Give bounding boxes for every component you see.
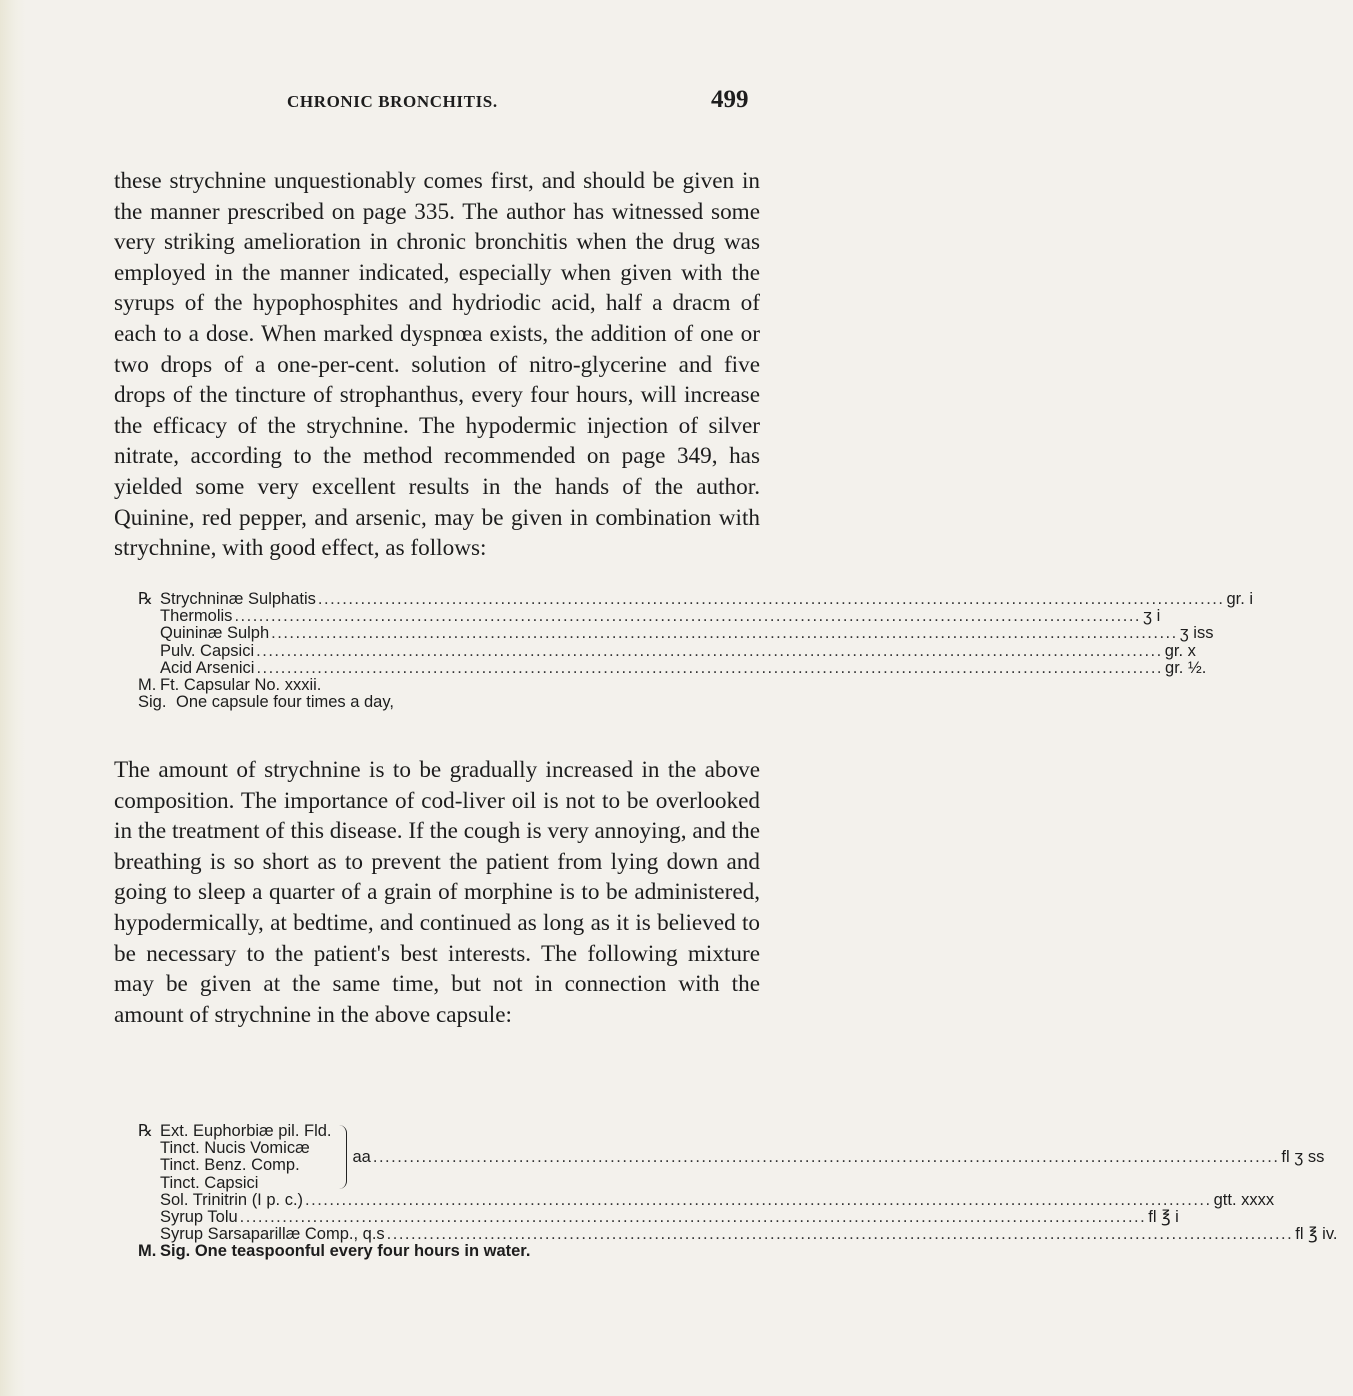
brace-item: Tinct. Nucis Vomicæ: [160, 1139, 310, 1158]
rx-item-name: Thermolis: [160, 607, 233, 626]
brace-qty: fl ʒ ss: [1281, 1147, 1325, 1166]
leader-dots: [254, 660, 1165, 677]
page-edge-shadow: [0, 0, 26, 1396]
brace-item: Ext. Euphorbiæ pil. Fld.: [160, 1122, 332, 1140]
rx-item-qty: fl ℥ i: [1148, 1207, 1179, 1226]
rx-symbol: ℞: [138, 590, 153, 608]
brace-item: Tinct. Benz. Comp.: [160, 1156, 300, 1175]
rx-item-name: Acid Arsenici: [160, 658, 255, 677]
rx-instruction: [138, 677, 756, 694]
rx-item-qty: fl ℥ iv.: [1295, 1225, 1338, 1244]
m-label: M.: [138, 1242, 157, 1261]
rx-item: [138, 641, 1196, 660]
leader-dots: [269, 625, 1180, 642]
leader-dots: [316, 591, 1227, 608]
rx-item-name: Sol. Trinitrin (I p. c.): [160, 1190, 304, 1209]
paragraph-cough-treatment: The amount of strychnine is to be gradually increased in the above composition. The importance of cod-liver oil is not to be overlooked in the treatment of this disease. If the cough is very annoying, and the breathing is so short as to prevent the patient from lying down and going to sleep a quarter of a grain of morphine is to be administered, hypodermically, at bedtime, and continued as long as it is believed to be necessary to the patient's best interests. The following mixture may be given at the same time, but not in connection with the amount of strychnine in the above capsule:: [114, 757, 760, 1028]
sig-text: Sig. One teaspoonful every four hours in water.: [160, 1242, 531, 1261]
rx-item-qty: gr. x: [1164, 641, 1196, 660]
rx-item-name: Strychninæ Sulphatis: [160, 590, 316, 608]
rx-symbol: ℞: [138, 1122, 153, 1140]
rx-item-qty: ʒ iss: [1179, 624, 1214, 643]
running-head: CHRONIC BRONCHITIS.: [287, 92, 498, 111]
prescription-capsules: [138, 590, 1254, 712]
brace-item-list: [160, 1123, 332, 1192]
brace-item: Tinct. Capsici: [160, 1173, 259, 1192]
rx-item: [138, 1225, 1338, 1244]
brace-label: aa: [352, 1147, 371, 1166]
m-label: M.: [138, 675, 157, 694]
rx-item: [138, 1190, 1275, 1209]
rx-item-name: Pulv. Capsici: [160, 641, 255, 660]
rx-item-qty: gtt. xxxx: [1213, 1190, 1275, 1209]
rx-brace-block: [138, 1122, 1325, 1192]
rx-item-name: Syrup Sarsaparillæ Comp., q.s: [160, 1225, 385, 1244]
rx-item-name: Syrup Tolu: [160, 1207, 238, 1226]
rx-item-qty: gr. i: [1226, 590, 1254, 608]
curly-brace: [338, 1125, 347, 1189]
m-text: Ft. Capsular No. xxxii.: [160, 675, 322, 694]
leader-dots: [303, 1192, 1214, 1209]
rx-item: [138, 624, 1214, 643]
leader-dots: [254, 643, 1165, 660]
rx-item: [138, 590, 1254, 608]
leader-dots: [385, 1226, 1296, 1243]
paragraph-strychnine-therapy: these strychnine unquestionably comes first, and should be given in the manner prescribed on page 335. The author has witnessed some very striking amelioration in chronic bronchitis when the drug was employed in the manner indicated, especially when given with the syrups of the hypophosphites and hydriodic acid, half a dracm of each to a dose. When marked dyspnœa exists, the addition of one or two drops of a one-per-cent. solution of nitro-glycerine and five drops of the tincture of strophanthus, every four hours, will increase the efficacy of the strychnine. The hypodermic injection of silver nitrate, according to the method recommended on page 349, has yielded some very excellent results in the hands of the author. Quinine, red pepper, and arsenic, may be given in combination with strychnine, with good effect, as follows:: [114, 168, 760, 562]
prescription-mixture: [138, 1122, 1338, 1261]
leader-dots: [232, 608, 1143, 625]
rx-item-qty: ʒ i: [1143, 607, 1161, 626]
rx-item-name: Quininæ Sulph: [160, 624, 270, 643]
rx-instruction: [138, 1243, 756, 1260]
leader-dots: [371, 1149, 1282, 1166]
page-header: [0, 86, 800, 126]
rx-sig: [138, 694, 756, 711]
rx-item: [138, 1207, 1179, 1226]
sig-label: Sig.: [138, 693, 167, 712]
rx-item: [138, 607, 1161, 626]
rx-item: [138, 658, 1207, 677]
page-number: 499: [711, 86, 749, 113]
sig-text: One capsule four times a day,: [176, 693, 394, 712]
rx-item-qty: gr. ½.: [1165, 658, 1207, 677]
leader-dots: [238, 1209, 1149, 1226]
